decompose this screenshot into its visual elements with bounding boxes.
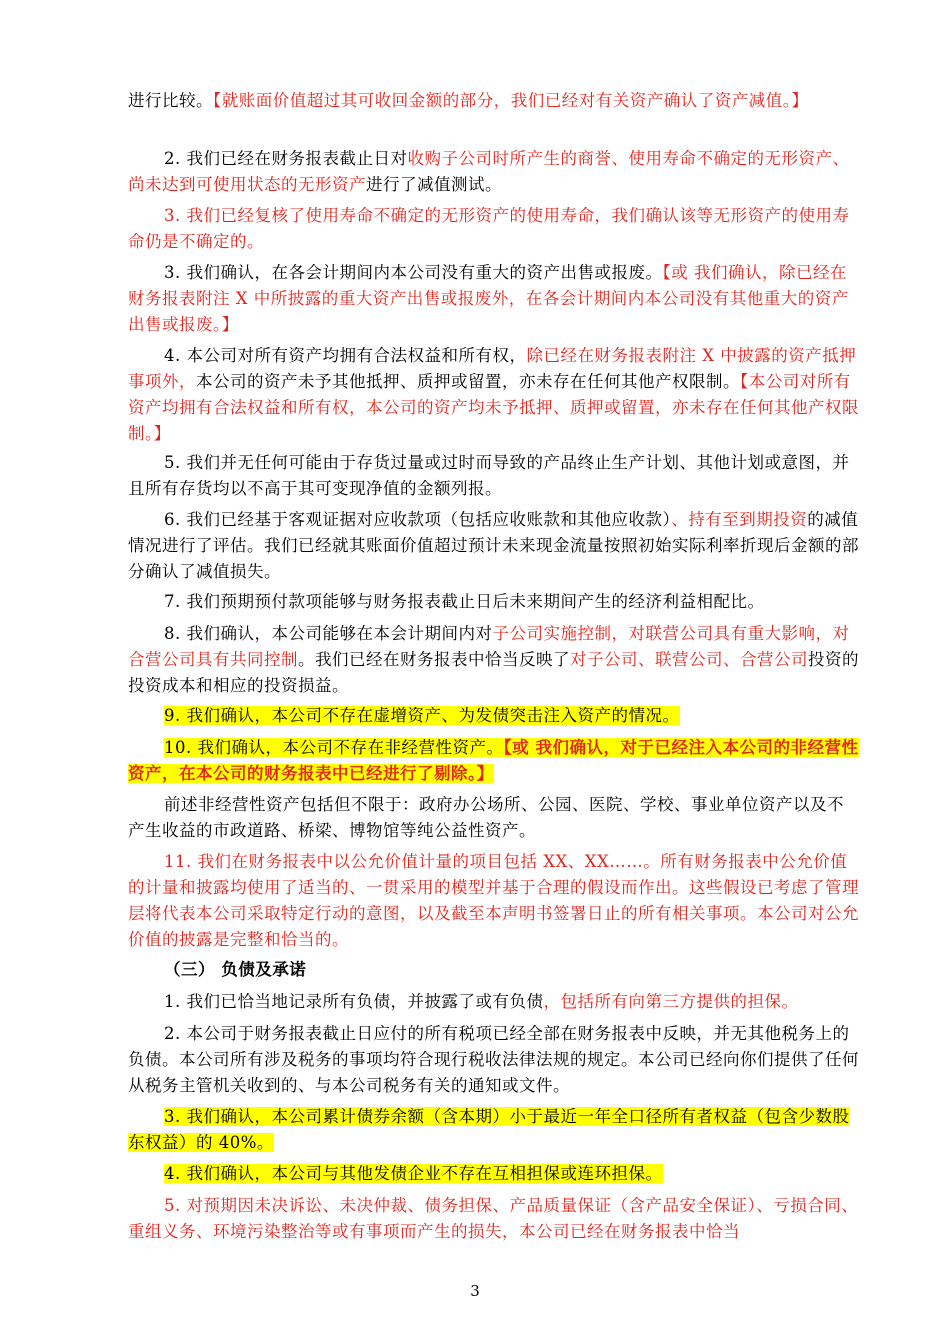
paragraph-asset-ownership: 4. 本公司对所有资产均拥有合法权益和所有权，除已经在财务报表附注 X 中披露的资产抵押事项外，本公司的资产未予其他抵押、质押或留置，亦未存在任何其他产权限制。【本公司对所有资产均拥有合法权益和所有权，本公司的资产均未予抵押、质押或留置，亦未存在任何其他产权限制。】: [128, 346, 859, 443]
paragraph-bond-balance: 3. 我们确认，本公司累计债券余额（含本期）小于最近一年全口径所有者权益（包含少数股东权益）的 40%。: [128, 1107, 850, 1152]
paragraph-impairment-tail: 进行比较。【就账面价值超过其可收回金额的部分，我们已经对有关资产确认了资产减值。】: [128, 91, 809, 110]
paragraph-impairment-test: 2. 我们已经在财务报表截止日对收购子公司时所产生的商誉、使用寿命不确定的无形资产、尚未达到可使用状态的无形资产进行了减值测试。: [128, 149, 850, 194]
section-heading-liabilities: （三） 负债及承诺: [164, 960, 307, 979]
paragraph-non-operating-assets: 10. 我们确认，本公司不存在非经营性资产。【或 我们确认，对于已经注入本公司的非经营性资产，在本公司的财务报表中已经进行了剔除。】: [128, 738, 859, 783]
page-number: 3: [470, 1282, 480, 1300]
paragraph-liabilities-recorded: 1. 我们已恰当地记录所有负债，并披露了或有负债，包括所有向第三方提供的担保。: [164, 992, 799, 1011]
paragraph-non-operating-definition: 前述非经营性资产包括但不限于：政府办公场所、公园、医院、学校、事业单位资产以及不产生收益的市政道路、桥梁、博物馆等纯公益性资产。: [128, 795, 844, 840]
paragraph-inventory: 5. 我们并无任何可能由于存货过量或过时而导致的产品终止生产计划、其他计划或意图，并且所有存货均以不高于其可变现净值的金额列报。: [128, 453, 850, 498]
paragraph-fair-value: 11. 我们在财务报表中以公允价值计量的项目包括 XX、XX……。所有财务报表中公允价值的计量和披露均使用了适当的、一贯采用的模型并基于合理的假设而作出。这些假设已考虑了管理层将代表本公司采取特定行动的意图，以及截至本声明书签署日止的所有相关事项。本公司对公允价值的披露是完整和恰当的。: [128, 852, 859, 949]
paragraph-subsidiaries: 8. 我们确认，本公司能够在本会计期间内对子公司实施控制，对联营公司具有重大影响，对合营公司具有共同控制。我们已经在财务报表中恰当反映了对子公司、联营公司、合营公司投资的投资成本和相应的投资损益。: [128, 624, 859, 695]
paragraph-useful-life: 3. 我们已经复核了使用寿命不确定的无形资产的使用寿命，我们确认该等无形资产的使用寿命仍是不确定的。: [128, 206, 850, 251]
paragraph-prepayments: 7. 我们预期预付款项能够与财务报表截止日后未来期间产生的经济利益相配比。: [164, 592, 765, 611]
paragraph-contingencies: 5. 对预期因未决诉讼、未决仲裁、债务担保、产品质量保证（含产品安全保证）、亏损合同、重组义务、环境污染整治等或有事项而产生的损失，本公司已经在财务报表中恰当: [128, 1196, 859, 1241]
paragraph-receivables: 6. 我们已经基于客观证据对应收款项（包括应收账款和其他应收款）、持有至到期投资的减值情况进行了评估。我们已经就其账面价值超过预计未来现金流量按照初始实际利率折现后金额的部分确认了减值损失。: [128, 510, 859, 581]
paragraph-no-inflated-assets: 9. 我们确认，本公司不存在虚增资产、为发债突击注入资产的情况。: [164, 706, 680, 725]
paragraph-no-cross-guarantee: 4. 我们确认，本公司与其他发债企业不存在互相担保或连环担保。: [164, 1164, 663, 1183]
paragraph-taxes: 2. 本公司于财务报表截止日应付的所有税项已经全部在财务报表中反映，并无其他税务上的负债。本公司所有涉及税务的事项均符合现行税收法律法规的规定。本公司已经向你们提供了任何从税务主管机关收到的、与本公司税务有关的通知或文件。: [128, 1024, 859, 1095]
paragraph-asset-disposal: 3. 我们确认，在各会计期间内本公司没有重大的资产出售或报废。【或 我们确认，除已经在财务报表附注 X 中所披露的重大资产出售或报废外，在各会计期间内本公司没有其他重大的资产出售或报废。】: [128, 263, 849, 334]
